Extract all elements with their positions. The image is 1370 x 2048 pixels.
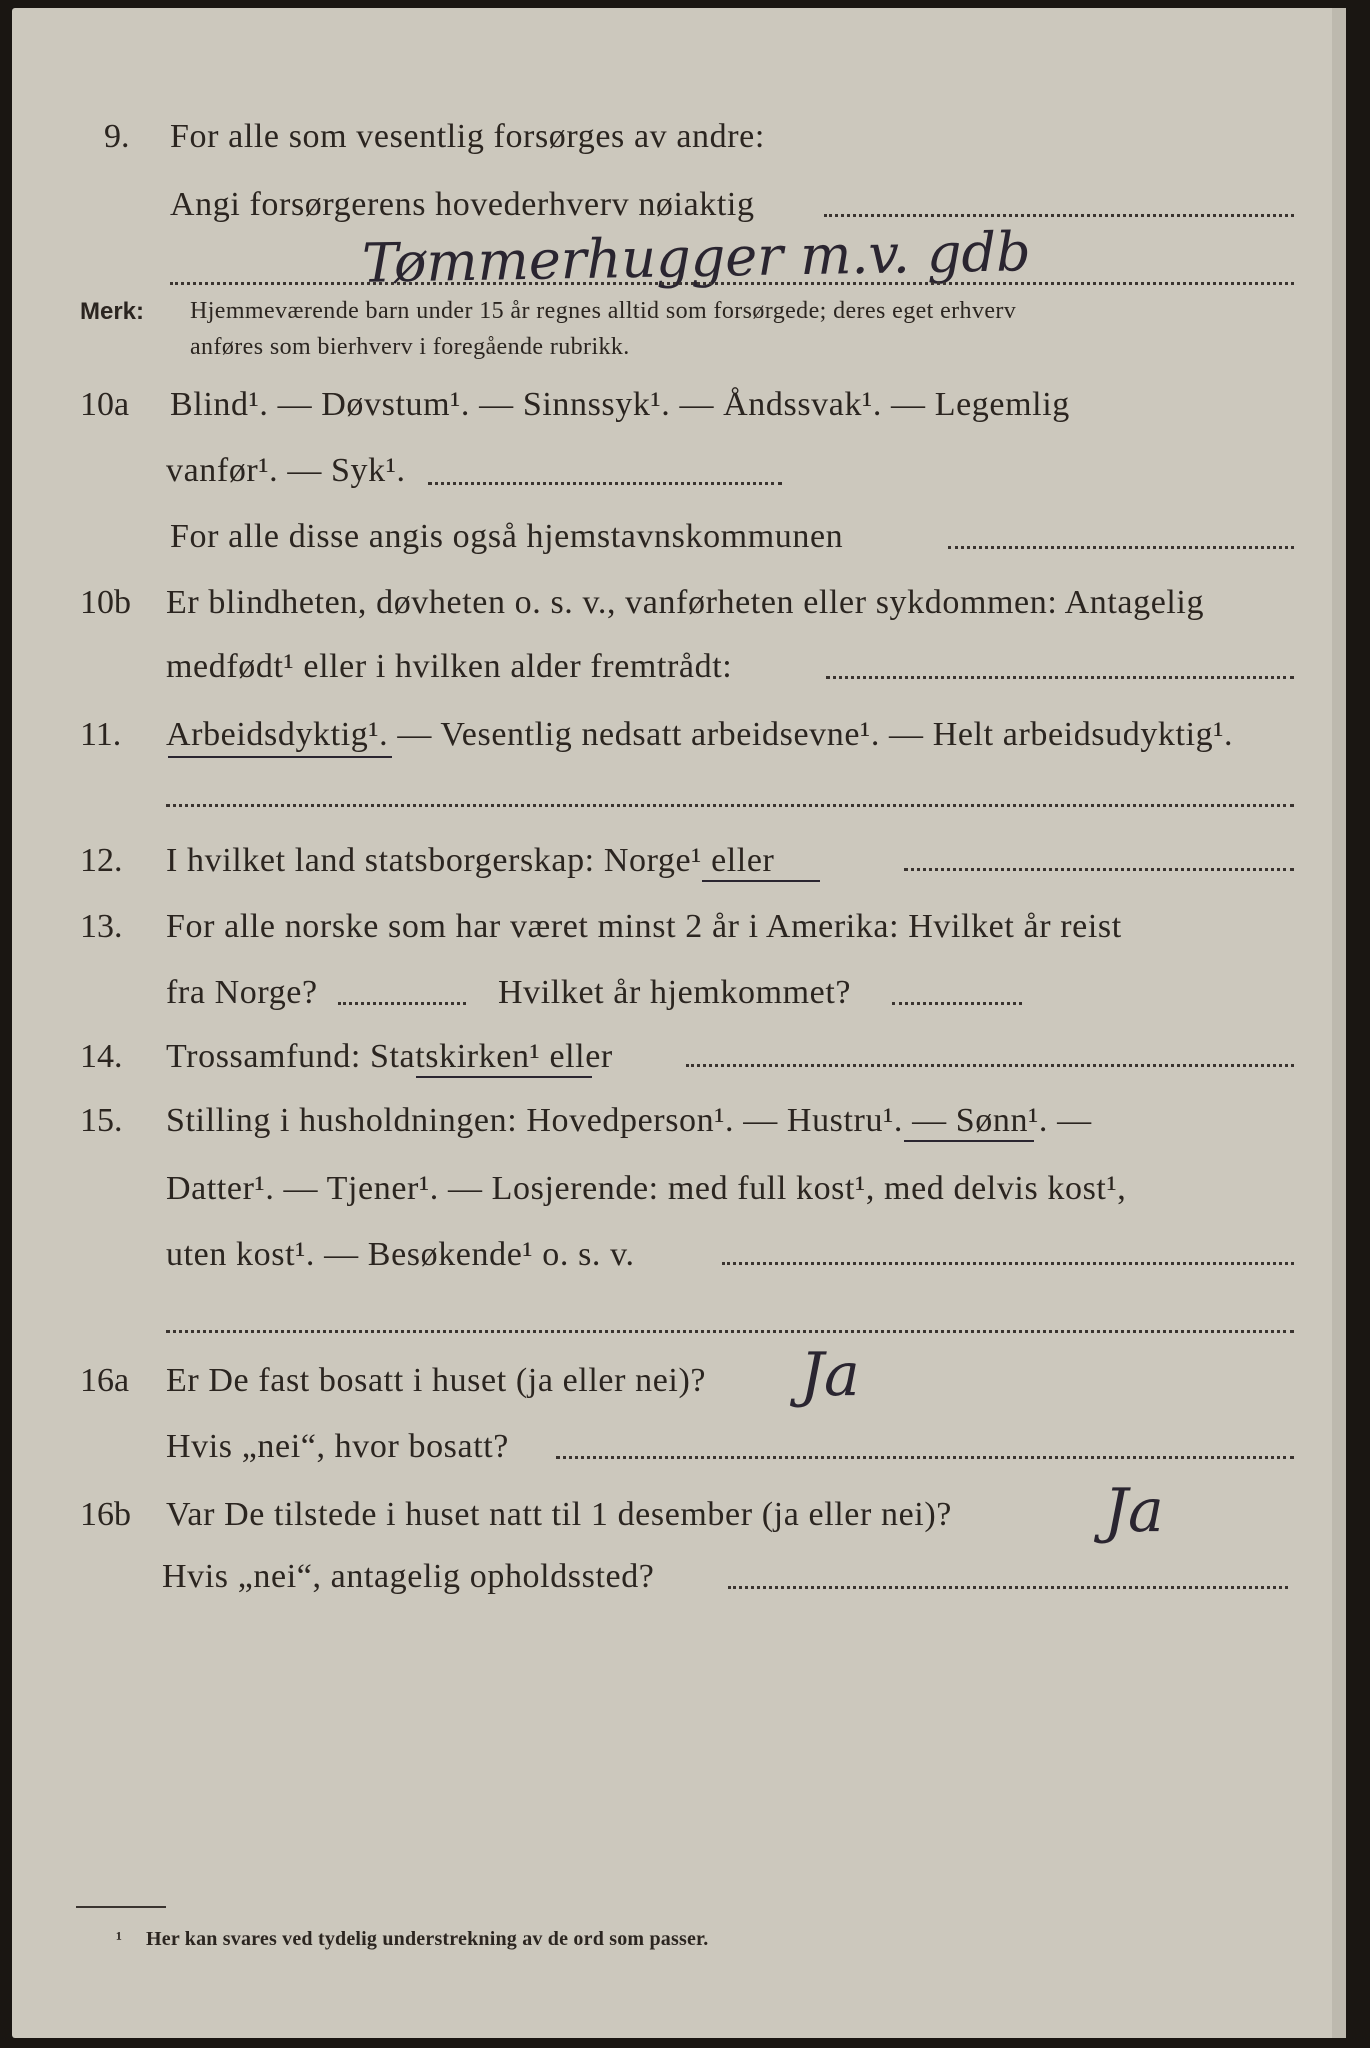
- q11-fill-line: [166, 804, 1294, 807]
- q14-number: 14.: [80, 1038, 123, 1075]
- q15-underline-hustru: [904, 1140, 1034, 1142]
- q13-line1: For alle norske som har været minst 2 år i Amerika: Hvilket år reist: [166, 908, 1122, 945]
- q15-second-line: [166, 1330, 1294, 1333]
- q9-prompt: Angi forsørgerens hovederhverv nøiaktig: [170, 186, 755, 223]
- q13-number: 13.: [80, 908, 123, 945]
- q13-line2a: fra Norge?: [166, 974, 318, 1011]
- q16b-handwritten-answer: Ja: [1104, 1476, 1164, 1546]
- q9-number: 9.: [104, 118, 130, 155]
- footnote-rule: [76, 1906, 166, 1908]
- q15-fill-line: [722, 1262, 1294, 1265]
- merk-label: Merk:: [80, 298, 145, 325]
- q16a-handwritten-answer: Ja: [800, 1340, 860, 1410]
- merk-line2: anføres som bierhverv i foregående rubrikk.: [190, 334, 630, 360]
- q10b-number: 10b: [80, 584, 131, 621]
- q12-number: 12.: [80, 842, 123, 879]
- q10a-syk-line: [428, 482, 782, 485]
- q9-answer-line: [170, 282, 1294, 285]
- q11-number: 11.: [80, 716, 122, 753]
- q15-line3: uten kost¹. — Besøkende¹ o. s. v.: [166, 1236, 635, 1273]
- q14-underline-statskirken: [416, 1076, 592, 1078]
- q10a-number: 10a: [80, 386, 130, 423]
- q16b-line1: Var De tilstede i huset natt til 1 desember (ja eller nei)?: [166, 1496, 952, 1533]
- q12-underline-norge: [702, 880, 820, 882]
- q14-line1: Trossamfund: Statskirken¹ eller: [166, 1038, 613, 1075]
- q10a-line3: For alle disse angis også hjemstavnskommunen: [170, 518, 844, 555]
- q9-question: For alle som vesentlig forsørges av andre:: [170, 118, 765, 155]
- q11-line1: Arbeidsdyktig¹. — Vesentlig nedsatt arbeidsevne¹. — Helt arbeidsudyktig¹.: [166, 716, 1234, 753]
- q16a-line1: Er De fast bosatt i huset (ja eller nei)?: [166, 1362, 707, 1399]
- q16b-number: 16b: [80, 1496, 131, 1533]
- q11-underline-arbeidsdyktig: [168, 756, 392, 758]
- paper-edge: [1332, 8, 1346, 2038]
- q14-fill-line: [686, 1064, 1294, 1067]
- q9-handwritten-answer: Tømmerhugger m.v. gdb: [361, 220, 1032, 295]
- footnote-text: Her kan svares ved tydelig understrekning av de ord som passer.: [146, 1928, 709, 1950]
- q16a-fill-line: [556, 1456, 1294, 1459]
- q10b-fill-line: [826, 676, 1294, 679]
- q15-line2: Datter¹. — Tjener¹. — Losjerende: med full kost¹, med delvis kost¹,: [166, 1170, 1127, 1207]
- q13-hjemkommet-line: [892, 1002, 1022, 1005]
- q10b-line1: Er blindheten, døvheten o. s. v., vanførheten eller sykdommen: Antagelig: [166, 584, 1205, 621]
- q15-line1: Stilling i husholdningen: Hovedperson¹. — Hustru¹. — Sønn¹. —: [166, 1102, 1092, 1139]
- q10a-line2: vanfør¹. — Syk¹.: [166, 452, 406, 489]
- q10a-hjemstavn-line: [948, 546, 1294, 549]
- q16a-line2: Hvis „nei“, hvor bosatt?: [166, 1428, 509, 1465]
- q13-reist-line: [338, 1002, 466, 1005]
- footnote-mark: ¹: [116, 1928, 123, 1950]
- merk-line1: Hjemmeværende barn under 15 år regnes alltid som forsørgede; deres eget erhverv: [190, 298, 1017, 324]
- q16b-line2: Hvis „nei“, antagelig opholdssted?: [162, 1558, 655, 1595]
- q12-fill-line: [904, 868, 1294, 871]
- q13-line2b: Hvilket år hjemkommet?: [498, 974, 852, 1011]
- q9-fill-line: [824, 214, 1294, 217]
- q10b-line2: medfødt¹ eller i hvilken alder fremtrådt:: [166, 648, 733, 685]
- q15-number: 15.: [80, 1102, 123, 1139]
- q16a-number: 16a: [80, 1362, 130, 1399]
- q12-line1: I hvilket land statsborgerskap: Norge¹ eller: [166, 842, 775, 879]
- q16b-fill-line: [728, 1586, 1288, 1589]
- q10a-line1: Blind¹. — Døvstum¹. — Sinnssyk¹. — Åndssvak¹. — Legemlig: [170, 386, 1070, 423]
